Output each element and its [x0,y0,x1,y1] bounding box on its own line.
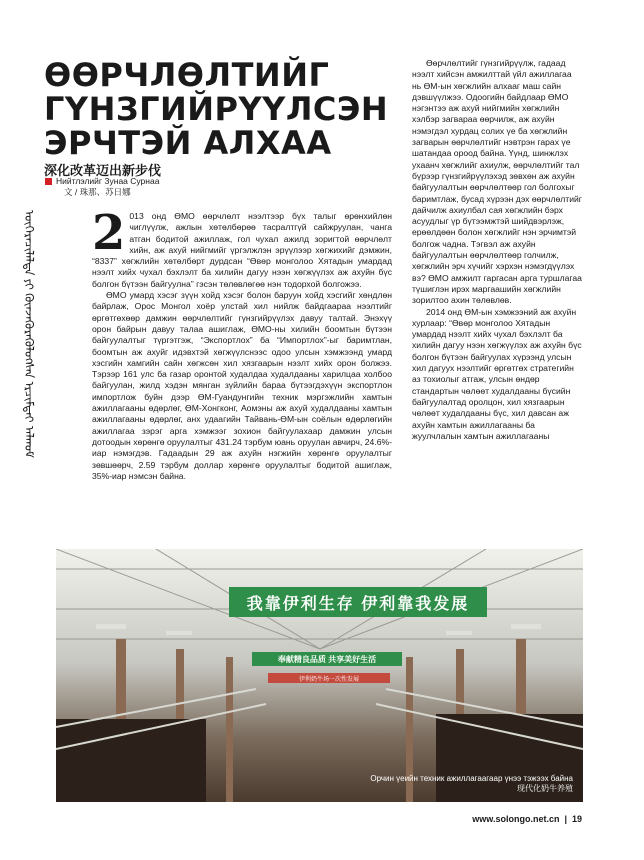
banner-small: 奉献精良品质 共享美好生活 [252,652,402,666]
paragraph-1-text: 013 онд ӨМО өөрчлөлт нээлтээр бүх талыг өрөнхийлөн чиглүүлж, ажлын хөтөлбөрөө тасралтгүй сайжруулан, чанга атган бодитой ажиллаж, гол чухал ажилд зоригтой өөрчлөлт хийн, аж ахуй нийгмийг үргэлжлэн эрүүлээр хөгжихийг дэмжин, “8337” хөгжлийн хөтөлбөрт дурдсан “Өвөр монголоо Хятадын умардад нээлт хийх чухал бэхлэлт ба хилийн дагуу нээн хөгжүүлэх аж ахуйн бүс болгон бүтээн байгуулна” гэсэн төлөвлөгөө нэн тодорхой болгожээ. [92,211,392,289]
credit-zh: 文 / 珠那、苏日娜 [64,187,131,197]
page-number: 19 [571,814,582,824]
credits [56,176,159,198]
article-subtitle-zh: 深化改革迈出新步伐 [44,163,162,178]
footer-site-link[interactable]: www.solongo.net.cn [472,814,560,824]
banner-main: 我靠伊利生存 伊利靠我发展 [229,587,487,617]
title-line-3: ЭРЧТЭЙ АЛХАА [44,124,332,162]
caption-mn: Орчин үеийн техник ажиллагаагаар үнээ тэжээх байна [370,774,573,783]
article-title [44,56,389,162]
title-line-1: ӨӨРЧЛӨЛТИЙГ [44,56,330,94]
paragraph-3: Өөрчлөлтийг гүнзгийрүүлж, гадаад нээлт хийсэн амжилттай үйл ажиллагаа нь ӨМ-ын хөгжлийн алхааг маш сайн дэвшүүлжээ. Одоогийн байдлаар ӨМО нэгэнтээ аж ахуй нийгмийн хөгжлийн хэлбэр загвараа өөрчилж, аж ахуйн нэмэгдэл хурдац солих үе ба хөгжлийн загварын өөрчлөлтийг нэвтрэн гарах үе шатандаа ороод байна. Үүнд, шинжлэх ухаанч хөгжлийг ахиулж, өөрчлөлтийг тал бүрээр гүнзгийрүүлэхэд зөвхөн аж ахуйн байгуулалтын өөрчлөлтөөр гол болгохыг баримтлаж, бусад хүрээн дэх өөрчлөлтийг дайчилж ахиулбал сая хөгжлийн бэрх асуудлыг үр бүтээмжтэй шийдвэрлэж, ерөөлдөөн болон хөгжлийг нэн эрчимтэй болгож чадна. Тэгвэл аж ахуйн байгуулалтын өөрчлөлтөөр голчилж, хөгжлийн эрч хүчийг хэрхэн нэмэгдүүлэх вэ? ӨМО амжилт гаргасан арга туршлагаа түшиглэн ирэх маргаашийн хөгжлийн зорилтоо ахин төлөвлөв. [412,58,582,306]
red-square-icon [45,178,52,185]
body-column-right [412,58,582,543]
banner-small-secondary: 伊利奶牛场一次性发展 [268,673,390,683]
photo-caption [370,774,573,794]
paragraph-4: 2014 онд ӨМ-ын хэмжээний аж ахуйн хурлаар: “Өвөр монголоо Хятадын умардад нээлт хийх чухал бэхлэлт ба хилийн дагуу нээн хөгжүүлэх аж ахуйн бүс болгон бүтээн байгуулах хүрээнд улсын хил дагуух нээлтийг өргөтгөх стратегийн аз тохиолыг атгаж, улсын өндөр стандартын чөлөөт худалдааны бүсийн байгуулалтад оролцон, хил хязгаарын чөлөөт худалдааны бүс, хил давсан аж ахуйн хамтын ажиллагааны ба жуулчлалын хамтын ажиллагааны [412,306,582,441]
paragraph-2: ӨМО умард хэсэг зүүн хойд хэсэг болон баруун хойд хэсгийг хөндлөн байрлаж, Орос Монгол хоёр улстай хил нийлж байдгаараа нээлтийг өргөтгөхөөр дамжин өөрчлөлтийг гүнзгийрүүлэх давуу талтай. Энэхүү орон байрын давуу талаа ашиглаж, ӨМО-ны хилийн боомтын бүтээн байгуулалтыг түргэтгэж, “Экспортлох” ба “Импортлох”-ыг баримтлан, боомтын аж ахуйг идэвхтэй хөгжүүлснээс одоо улсын хэмжээнд умард хэсгийн хамгийн сайн хөгжсөн хил хязгаарын нээлт хийх орон болжээ. Тэрээр 161 улс ба газар оронтой худалдаа худалдааны харилцаа холбоо байгуулан, жилд хэдэн мянган зүйлийн бараа бүтээгдэхүүн экспортлон импортлож буйн дээр ӨМ-Гуандунгийн техник мэргэжлийн хамтын ажиллагааны өдөрлөг, ӨМ-Хонгконг, Аомэны аж ахуй худалдааны хамтын ажиллагааны өдөрлөг, анх удаагийн Тайвань-ӨМ-ын соёлын өдөрлөгийн ажиллагаа зэрэг арга хэмжээг зохион байгуулахаар дамжин улсын дотоодын хөрөнгө оруулалтыг 431.24 тэрбум юань оруулан авчирч, 24.6%-иар нэмэгдэв. Гадаадын 29 аж ахуйн нэгжийн хөрөнгө оруулалтыг зөвшөөрч, 2.59 тэрбум доллар хөрөнгө оруулалтыг бодитой ашиглаж, 35%-иар нэмсэн байна. [92,290,392,481]
paragraph-1 [92,211,392,290]
page-footer [472,814,582,824]
caption-zh: 现代化奶牛养殖 [517,784,573,793]
vertical-mongolian-title: ᠥᠭᠡᠷᠡᠴᠢᠯᠡᠯᠲᠡ ᠶᠢ ᠭᠦᠨᠵᠡᠭᠦᠷᠡᠭᠦᠯᠦᠭᠰᠡᠨ ᠡᠷᠴᠢᠮᠲᠡᠢ ᠠᠯᠬᠤᠮ [22,210,36,458]
credit-author: Нийтлэлийг Зунаа Сурнаа [56,176,160,186]
drop-cap: 2 [92,211,126,261]
dairy-farm-photo [56,549,583,802]
title-line-2: ГҮНЗГИЙРҮҮЛСЭН [44,90,389,128]
footer-separator: | [564,814,567,824]
body-column-left [92,211,392,541]
